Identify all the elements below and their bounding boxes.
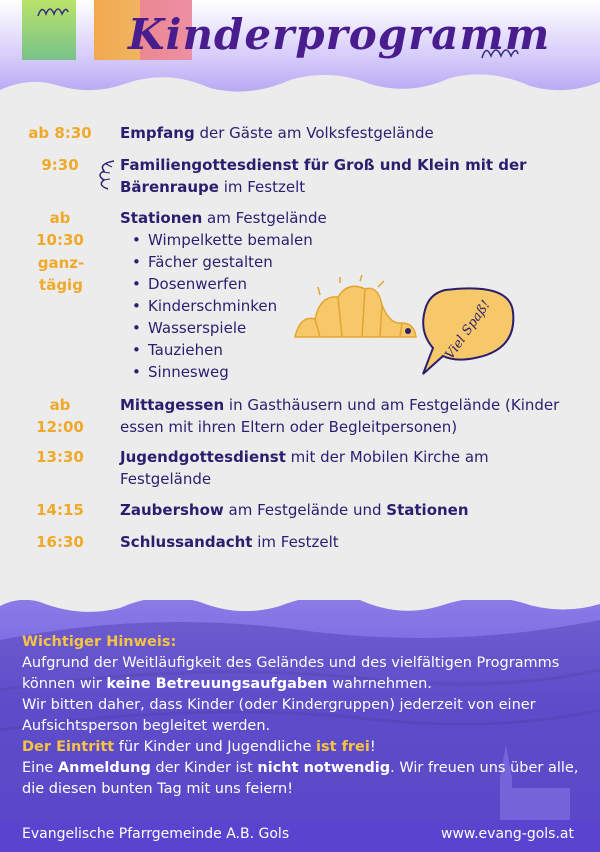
time-label: 14:15 (36, 501, 84, 519)
list-item: • Dosenwerfen (128, 273, 313, 295)
notice-heading: Wichtiger Hinweis: (22, 634, 177, 650)
time-label: 9:30 (41, 156, 79, 174)
paper-tear-bottom (0, 586, 600, 626)
footer-website-link[interactable]: www.evang-gols.at (441, 826, 574, 842)
list-item: • Tauziehen (128, 339, 313, 361)
list-item: • Wasserspiele (128, 317, 313, 339)
event-description: Jugendgottesdienst mit der Mobilen Kirche am Festgelände (120, 448, 489, 488)
time-label: 13:30 (36, 448, 84, 466)
speech-bubble (415, 282, 520, 382)
mini-caterpillar-icon-right (480, 40, 520, 62)
stations-list (128, 229, 313, 383)
caterpillar-small-icon (94, 158, 120, 192)
mini-caterpillar-icon (36, 2, 70, 20)
time-label: ab 10:30 (36, 209, 84, 249)
event-description: Stationen am Festgelände (120, 209, 327, 227)
paper-tear-top (0, 62, 600, 112)
time-label: 16:30 (36, 533, 84, 551)
list-item: • Fächer gestalten (128, 251, 313, 273)
page-title: Kinderprogramm (128, 10, 551, 59)
time-label: ab 12:00 (36, 396, 84, 436)
notice-text: Wichtiger Hinweis: Aufgrund der Weitläufigkeit des Geländes und des vielfältigen Programms können wir keine Betreuungsaufgaben wahrnehmen. Wir bitten daher, dass Kinder (oder Kindergruppen) jederzeit von einer Aufsichtsperson begleitet werden. Der Eintritt für Kinder und Jugendliche ist frei! Eine Anmeldung der Kinder ist nicht notwendig. Wir freuen uns über alle, die diesen bunten Tag mit uns feiern! (22, 634, 579, 797)
event-description: Familiengottesdienst für Groß und Klein mit der Bärenraupe im Festzelt (120, 156, 527, 196)
list-item: • Wimpelkette bemalen (128, 229, 313, 251)
bubble-text: Viel Spaß! (442, 297, 494, 363)
event-description: Empfang der Gäste am Volksfestgelände (120, 124, 434, 142)
list-item: • Sinnesweg (128, 361, 313, 383)
caterpillar-illustration-icon (290, 275, 420, 350)
event-description: Schlussandacht im Festzelt (120, 533, 339, 551)
event-description: Zaubershow am Festgelände und Stationen (120, 501, 469, 519)
allday-label: ganz- tägig (37, 254, 85, 294)
event-description: Mittagessen in Gasthäusern und am Festgelände (Kinder essen mit ihren Eltern oder Begleitpersonen) (120, 396, 560, 436)
time-label: ab 8:30 (28, 124, 92, 142)
list-item: • Kinderschminken (128, 295, 313, 317)
footer-organization: Evangelische Pfarrgemeinde A.B. Gols (22, 826, 290, 842)
